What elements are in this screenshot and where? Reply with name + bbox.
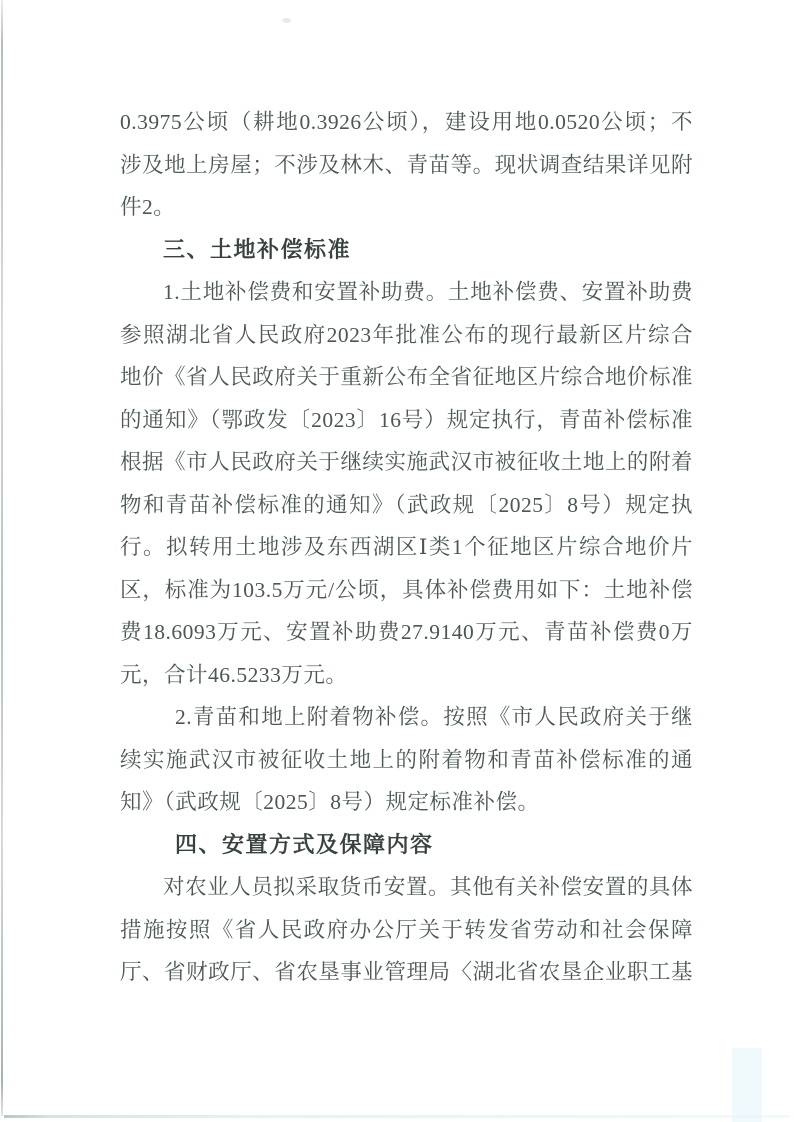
text-line: 2.青苗和地上附着物补偿。按照《市人民政府关于继	[175, 705, 693, 729]
scan-tint-artifact	[732, 1048, 762, 1122]
section-heading-land-compensation: 三、土地补偿标准	[163, 236, 352, 262]
text-line: 元，合计46.5233万元。	[120, 662, 348, 687]
scan-edge-bottom-artifact	[4, 1115, 790, 1118]
scan-edge-left-artifact	[1, 0, 3, 1116]
text-line: 地价《省人民政府关于重新公布全省征地区片综合地价标准	[120, 365, 693, 389]
text-line: 知》（武政规〔2025〕8号）规定标准补偿。	[120, 790, 540, 814]
text-line: 根据《市人民政府关于继续实施武汉市被征收土地上的附着	[120, 450, 693, 474]
section-heading-resettlement: 四、安置方式及保障内容	[175, 831, 434, 857]
text-line: 费18.6093万元、安置补助费27.9140万元、青苗补偿费0万	[120, 620, 693, 644]
text-line: 厅、省财政厅、省农垦事业管理局〈湖北省农垦企业职工基	[120, 960, 693, 984]
text-line: 涉及地上房屋；不涉及林木、青苗等。现状调查结果详见附	[120, 152, 693, 177]
text-line: 对农业人员拟采取货币安置。其他有关补偿安置的具体	[163, 875, 693, 899]
text-line: 续实施武汉市被征收土地上的附着物和青苗补偿标准的通	[120, 747, 693, 772]
text-block	[120, 101, 693, 994]
text-line: 物和青苗补偿标准的通知》（武政规〔2025〕8号）规定执	[120, 492, 693, 517]
scan-smudge-artifact	[282, 18, 291, 23]
text-line: 的通知》（鄂政发〔2023〕16号）规定执行，青苗补偿标准	[120, 407, 693, 432]
text-line: 区，标准为103.5万元/公顷，具体补偿费用如下：土地补偿	[120, 577, 693, 602]
text-line: 行。拟转用土地涉及东西湖区Ⅰ类1个征地区片综合地价片	[120, 535, 693, 559]
text-line: 参照湖北省人民政府2023年批准公布的现行最新区片综合	[120, 322, 693, 347]
text-line: 件2。	[120, 195, 176, 219]
text-line: 1.土地补偿费和安置补助费。土地补偿费、安置补助费	[163, 280, 693, 304]
text-line: 措施按照《省人民政府办公厅关于转发省劳动和社会保障	[120, 917, 693, 942]
text-line: 0.3975公顷（耕地0.3926公顷），建设用地0.0520公顷；不	[120, 110, 693, 134]
